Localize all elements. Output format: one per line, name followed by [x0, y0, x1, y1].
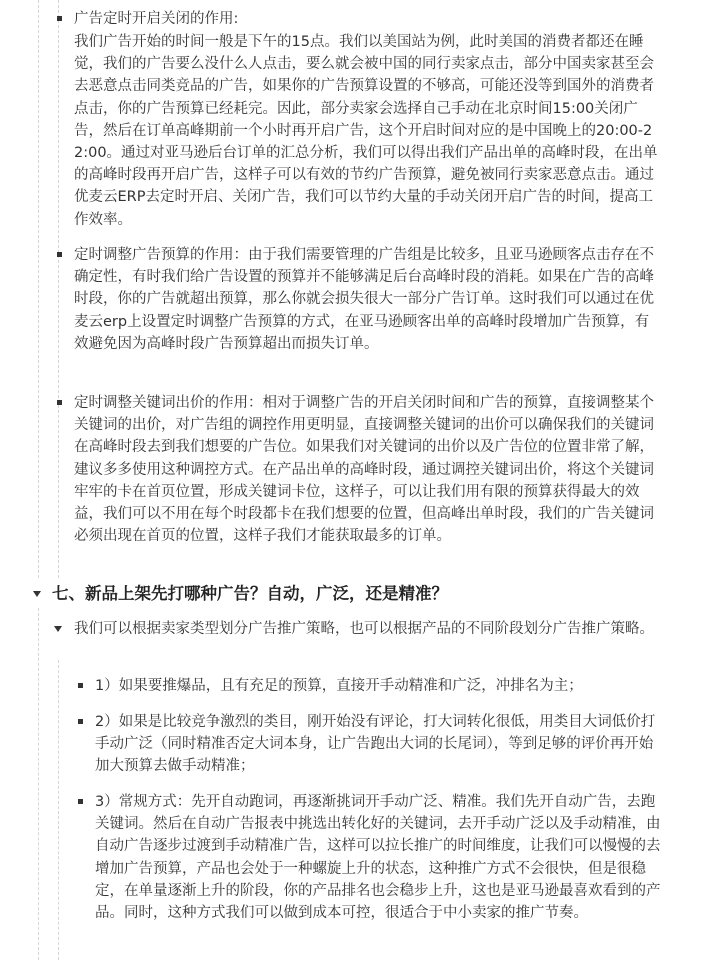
list-item-title: 广告定时开启关闭的作用: — [74, 11, 239, 27]
bullet-square-icon — [57, 252, 62, 257]
list-item-body: 定时调整广告预算的作用：由于我们需要管理的广告组是比较多，且亚马逊顾客点击存在不确定性，有时我们给广告设置的预算并不能够满足后台高峰时段的消耗。如果在广告的高峰时段，你的广告就超出预算，那么你就会损失很大一部分广告订单。这时我们可以通过在优麦云erp上设置定时调整广告预算的方式，在亚马逊顾客出单的高峰时段增加广告预算，有效避免因为高峰时段广告预算超出而损失订单。 — [74, 247, 654, 352]
collapse-triangle-icon[interactable] — [54, 626, 62, 632]
indent-guide — [38, 0, 39, 578]
list-item-body: 定时调整关键词出价的作用：相对于调整广告的开启关闭时间和广告的预算，直接调整某个关键词的出价，对广告组的调控作用更明显，直接调整关键词的出价可以确保我们的关键词在高峰时段去到我们想要的广告位。如果我们对关键词的出价以及广告位的位置非常了解，建议多多使用这种调控方式。在产品出单的高峰时段，通过调控关键词出价，将这个关键词牢牢的卡在首页位置，形成关键词卡位，这样子，可以让我们用有限的预算获得最大的效益，我们可以不用在每个时段都卡在我们想要的位置，但高峰出单时段，我们的广告关键词必须出现在首页的位置，这样子我们才能获取最多的订单。 — [74, 395, 654, 545]
bullet-square-icon — [78, 719, 83, 724]
bullet-square-icon — [78, 683, 83, 688]
indent-guide — [38, 608, 39, 960]
section-intro: 我们可以根据卖家类型划分广告推广策略，也可以根据产品的不同阶段划分广告推广策略。 — [74, 621, 654, 637]
indent-guide — [58, 0, 59, 578]
bullet-square-icon — [78, 799, 83, 804]
bullet-square-icon — [57, 400, 62, 405]
nested-list-item: 3）常规方式：先开自动跑词，再逐渐挑词开手动广泛、精准。我们先开自动广告，去跑关键词。然后在自动广告报表中挑选出转化好的关键词，去开手动广泛以及手动精准，由自动广告逐步过渡到手动精准广告，这样可以拉长推广的时间维度，让我们可以慢慢的去增加广告预算，产品也会处于一种螺旋上升的状态，这种推广方式不会很快，但是很稳定，在单量逐渐上升的阶段，你的产品排名也会稳步上升，这也是亚马逊最喜欢看到的产品。同时，这种方式我们可以做到成本可控，很适合于中小卖家的推广节奏。 — [95, 794, 661, 922]
collapse-triangle-icon[interactable] — [33, 591, 41, 597]
nested-list-item: 2）如果是比较竞争激烈的类目，刚开始没有评论，打大词转化很低，用类目大词低价打手动广泛（同时精准否定大词本身，让广告跑出大词的长尾词），等到足够的评价再开始加大预算去做手动精准； — [95, 714, 656, 775]
bullet-square-icon — [57, 16, 62, 21]
list-item-body: 我们广告开始的时间一般是下午的15点。我们以美国站为例，此时美国的消费者都还在睡觉，我们的广告要么没什么人点击，要么就会被中国的同行卖家点击，部分中国卖家甚至会去恶意点击同类竞品的广告，如果你的广告预算设置的不够高，可能还没等到国外的消费者点击，你的广告预算已经耗完。因此，部分卖家会选择自己手动在北京时间15:00关闭广告，然后在订单高峰期前一个小时再开启广告，这个开启时间对应的是中国晚上的20:00-22:00。通过对亚马逊后台订单的汇总分析，我们可以得出我们产品出单的高峰时段，在出单的高峰时段再开启广告，这样子可以有效的节约广告预算，避免被同行卖家恶意点击。通过优麦云ERP去定时开启、关闭广告，我们可以节约大量的手动关闭开启广告的时间，提高工作效率。 — [74, 34, 658, 228]
nested-list-item: 1）如果要推爆品，且有充足的预算，直接开手动精准和广泛，冲排名为主； — [95, 678, 583, 694]
indent-guide — [58, 660, 59, 960]
section-heading: 七、新品上架先打哪种广告？自动，广泛，还是精准？ — [52, 584, 448, 603]
